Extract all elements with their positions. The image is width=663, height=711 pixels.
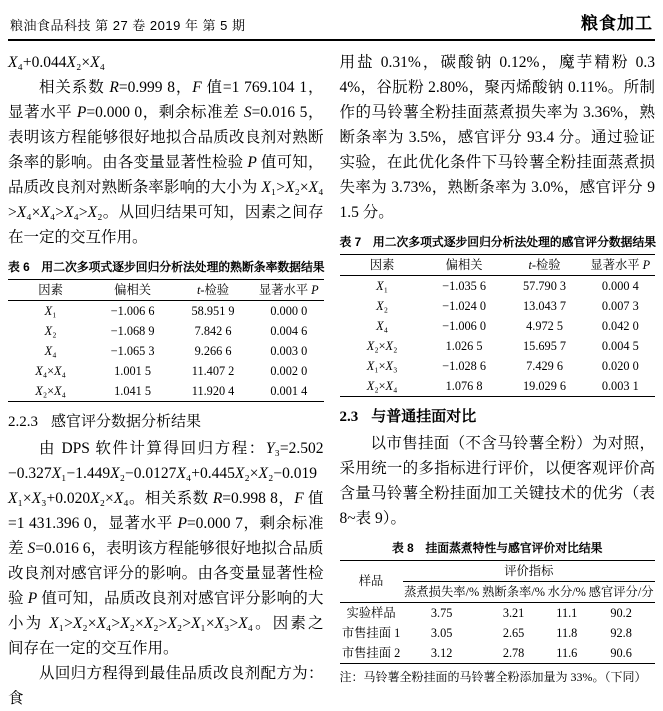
table6-caption: 表 6 用二次多项式逐步回归分析法处理的熟断条率数据结果 — [8, 260, 325, 274]
factor-cell: 市售挂面 1 — [341, 625, 401, 640]
sample-header-cell: 样品 — [340, 561, 403, 603]
section-running-title: 粮食加工 — [581, 14, 653, 33]
table-header-cell: 偏相关 — [114, 282, 152, 297]
section-number: 2.2.3 — [8, 414, 38, 430]
table-cell: 58.951 9 — [191, 303, 235, 318]
table-cell: 0.007 3 — [601, 298, 639, 313]
table-row — [340, 316, 656, 336]
factor-cell: X₂×X₂ — [366, 338, 398, 353]
table-cell: −1.035 6 — [442, 278, 487, 293]
table-row — [340, 296, 656, 316]
factor-cell: X₄ — [44, 343, 57, 358]
table7-body — [340, 276, 656, 397]
table-cell: 1.001 5 — [114, 363, 152, 378]
table-cell: 7.842 6 — [194, 323, 232, 338]
table-header-cell: 水分/% — [547, 584, 586, 599]
section-title: 感官评分数据分析结果 — [51, 413, 202, 430]
table-header-cell: 因素 — [38, 282, 63, 297]
table-cell: 3.75 — [430, 605, 453, 620]
factor-cell: X₂×X₄ — [366, 378, 398, 393]
table-header-cell: t-检验 — [528, 257, 561, 272]
table-cell: −1.028 6 — [442, 358, 487, 373]
group-header-cell: 评价指标 — [403, 561, 655, 582]
table-cell: 0.000 0 — [270, 303, 308, 318]
table-cell: −1.006 6 — [110, 303, 155, 318]
left-column — [8, 50, 324, 711]
table-cell: 90.6 — [610, 645, 632, 660]
table-cell: 0.004 5 — [601, 338, 639, 353]
table-header-cell: 显著水平 P — [590, 257, 651, 272]
table-cell: 92.8 — [610, 625, 632, 640]
table-row — [340, 356, 656, 376]
table6-body — [8, 301, 324, 402]
table-row — [8, 361, 324, 381]
table6-head — [8, 280, 324, 301]
equation-continuation: X₄+0.044X₂×X₄ — [8, 54, 105, 71]
table-cell: 11.1 — [556, 605, 578, 620]
table-cell: 3.12 — [430, 645, 453, 660]
table-header-row — [8, 280, 324, 301]
table-header-cell: 感官评分/分 — [588, 584, 654, 599]
table-cell: 0.003 0 — [270, 343, 308, 358]
table-cell: −1.068 9 — [110, 323, 155, 338]
table-header-cell: 因素 — [369, 257, 395, 272]
table-cell: 2.78 — [502, 645, 525, 660]
factor-cell: X₁ — [376, 278, 388, 293]
table-cell: 0.000 4 — [601, 278, 639, 293]
section-2-2-3-heading — [8, 410, 324, 431]
table-cell: 11.920 4 — [191, 383, 235, 398]
table-cell: 57.790 3 — [523, 278, 567, 293]
table-cell: 0.004 6 — [270, 323, 308, 338]
section-2-3-heading — [340, 405, 656, 426]
paragraph-comparison-intro: 以市售挂面（不含马铃薯全粉）为对照，采用统一的多指标进行评价，以便客观评价高含量马铃薯全粉挂面加工关键技术的优劣（表 8~表 9）。 — [339, 435, 655, 527]
table-header-cell: 蒸煮损失率/% — [404, 584, 480, 599]
table-cell: 19.029 6 — [523, 378, 567, 393]
table-cell: 15.695 7 — [523, 338, 567, 353]
two-column-body — [8, 50, 655, 711]
table-cell: 0.042 0 — [601, 318, 639, 333]
table-row — [340, 603, 656, 624]
table-cell: 9.266 6 — [194, 343, 232, 358]
table-row — [8, 321, 324, 341]
table-cell: 11.8 — [556, 625, 578, 640]
table-cell: −1.006 0 — [442, 318, 487, 333]
table8-caption: 表 8 挂面蒸煮特性与感官评价对比结果 — [392, 541, 603, 555]
section-title: 与普通挂面对比 — [371, 408, 477, 425]
table8-head — [340, 561, 656, 603]
table-cell: 7.429 6 — [526, 358, 563, 373]
table8-body — [340, 603, 656, 664]
section-number: 2.3 — [339, 409, 359, 425]
table-cell: 90.2 — [610, 605, 632, 620]
table-cell: 0.002 0 — [270, 363, 308, 378]
right-column — [340, 50, 656, 711]
factor-cell: X₄×X₄ — [35, 363, 66, 378]
table-row — [340, 376, 656, 397]
factor-cell: 市售挂面 2 — [341, 645, 401, 660]
page-header — [8, 6, 655, 41]
factor-cell: X₂×X₄ — [35, 383, 66, 398]
table-cell: 1.026 5 — [445, 338, 483, 353]
table7-head — [340, 255, 656, 276]
factor-cell: X₂ — [44, 323, 57, 338]
table7-regression-sensory — [340, 254, 656, 397]
table-cell: −1.065 3 — [110, 343, 155, 358]
table-cell: 1.076 8 — [445, 378, 483, 393]
table-row — [340, 336, 656, 356]
table-header-row — [340, 561, 656, 582]
table-cell: 4.972 5 — [526, 318, 563, 333]
table-cell: 3.21 — [502, 605, 525, 620]
journal-issue-info: 粮油食品科技 第 27 卷 2019 年 第 5 期 — [10, 18, 246, 33]
table-cell: 0.020 0 — [601, 358, 639, 373]
table-header-cell: 显著水平 P — [258, 282, 319, 297]
table-row — [340, 276, 656, 297]
paragraph-best-formula-start: 从回归方程得到最佳品质改良剂配方为：食 — [8, 665, 324, 707]
table-header-cell: 偏相关 — [445, 257, 483, 272]
table7-caption: 表 7 用二次多项式逐步回归分析法处理的感官评分数据结果 — [339, 235, 657, 249]
table-row — [340, 623, 656, 643]
table-cell: 11.407 2 — [191, 363, 235, 378]
table-cell: 11.6 — [556, 645, 578, 660]
table-header-cell: 熟断条率/% — [482, 584, 545, 599]
table-header-row — [340, 255, 656, 276]
factor-cell: X₁×X₃ — [366, 358, 398, 373]
paragraph-formula-continuation: 用盐 0.31%，碳酸钠 0.12%，魔芋精粉 0.34%，谷朊粉 2.80%，聚丙烯酸钠 0.11%。所制作的马铃薯全粉挂面蒸煮损失率为 3.36%，熟断条率为 3.5%，感官评分 93.4 分。通过验证实验，在此优化条件下马铃薯全粉挂面蒸煮损失率为 3.73%，熟断条率为 3.0%，感官评分 91.5 分。 — [339, 54, 655, 221]
factor-cell: X₄ — [376, 318, 388, 333]
table-header-cell: t-检验 — [196, 282, 230, 297]
table-cell: −1.024 0 — [442, 298, 487, 313]
paragraph-sensory-regression: 由 DPS 软件计算得回归方程：Y₃=2.502−0.327X₁−1.449X₂−0.0127X₄+0.445X₂×X₂−0.019X₁×X₃+0.020X₂×X₄。相关系数 R=0.998 8，F 值=1 431.396 0，显著水平 P=0.000 7，剩余标准差 S=0.016 6，表明该方程能够很好地拟合品质改良剂对感官评分的影响。由各变量显著性检验 P 值可知，品质改良剂对感官评分影响的大小为 X₁>X₂×X₄>X₂×X₂>X₂>X₁×X₃>X₄。因素之间存在一定的交互作用。 — [8, 440, 324, 657]
table-row — [8, 341, 324, 361]
factor-cell: X₁ — [44, 303, 57, 318]
table-cell: 3.05 — [430, 625, 453, 640]
table-cell: 0.003 1 — [601, 378, 639, 393]
table-cell: 1.041 5 — [114, 383, 152, 398]
table-row — [340, 643, 656, 664]
factor-cell: 实验样品 — [346, 605, 396, 620]
table8-note: 注：马铃薯全粉挂面的马铃薯全粉添加量为 33%。（下同） — [339, 670, 647, 684]
paragraph-cooked-breakage-analysis: 相关系数 R=0.999 8，F 值=1 769.104 1，显著水平 P=0.000 0，剩余标准差 S=0.016 5，表明该方程能够很好地拟合品质改良剂对熟断条率的影响。由各变量显著性检验 P 值可知，品质改良剂对熟断条率影响的大小为 X₁>X₂×X₄>X₄×X₄>X₄>X₂。从回归结果可知，因素之间存在一定的交互作用。 — [8, 79, 324, 246]
table-cell: 13.043 7 — [523, 298, 567, 313]
table8-comparison — [340, 560, 656, 664]
table6-regression-breakage — [8, 279, 324, 402]
table-row — [8, 381, 324, 402]
table-cell: 0.001 4 — [270, 383, 308, 398]
factor-cell: X₂ — [376, 298, 388, 313]
table-row — [8, 301, 324, 322]
table-cell: 2.65 — [502, 625, 525, 640]
